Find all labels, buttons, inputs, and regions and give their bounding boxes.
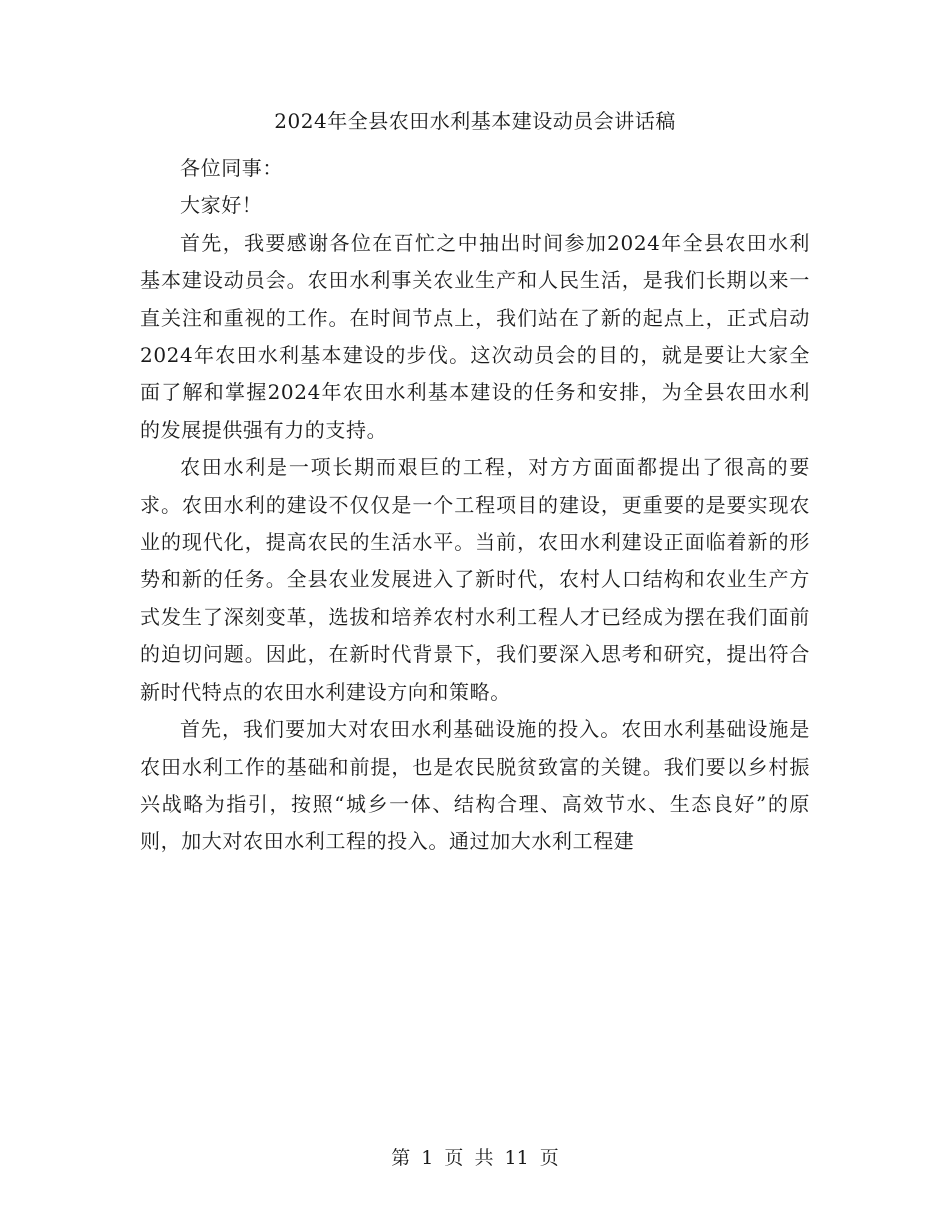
page-number-footer: 第 1 页 共 11 页 — [391, 1147, 559, 1169]
paragraph-opening: 首先，我要感谢各位在百忙之中抽出时间参加2024年全县农田水利基本建设动员会。农田水利事关农业生产和人民生活，是我们长期以来一直关注和重视的工作。在时间节点上，我们站在了新的起点上，正式启动2024年农田水利基本建设的步伐。这次动员会的目的，就是要让大家全面了解和掌握2024年农田水利基本建设的任务和安排，为全县农田水利的发展提供强有力的支持。 — [140, 230, 810, 442]
document-title: 2024年全县农田水利基本建设动员会讲话稿 — [274, 109, 676, 133]
greeting: 大家好！ — [180, 193, 263, 218]
salutation: 各位同事： — [180, 156, 283, 180]
paragraph-infrastructure: 首先，我们要加大对农田水利基础设施的投入。农田水利基础设施是农田水利工作的基础和前提，也是农民脱贫致富的关键。我们要以乡村振兴战略为指引，按照“城乡一体、结构合理、高效节水、生态良好”的原则，加大对农田水利工程的投入。通过加大水利工程建 — [140, 717, 810, 854]
paragraph-background: 农田水利是一项长期而艰巨的工程，对方方面面都提出了很高的要求。农田水利的建设不仅仅是一个工程项目的建设，更重要的是要实现农业的现代化，提高农民的生活水平。当前，农田水利建设正面临着新的形势和新的任务。全县农业发展进入了新时代，农村人口结构和农业生产方式发生了深刻变革，选拔和培养农村水利工程人才已经成为摆在我们面前的迫切问题。因此，在新时代背景下，我们要深入思考和研究，提出符合新时代特点的农田水利建设方向和策略。 — [140, 455, 810, 704]
document-body — [140, 150, 810, 861]
